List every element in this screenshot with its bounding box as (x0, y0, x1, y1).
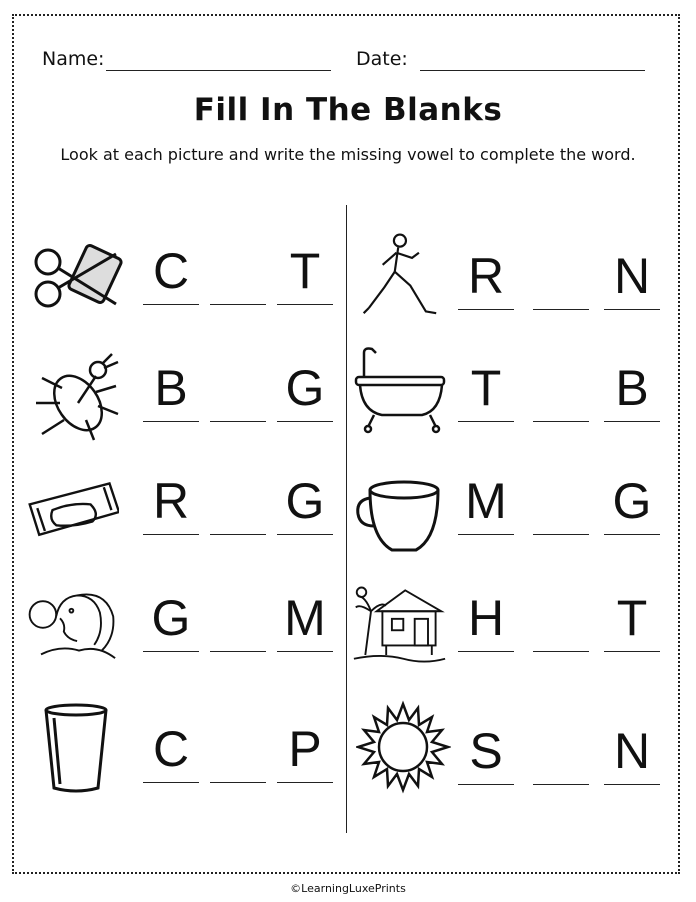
word-9-vowel-blank[interactable] (533, 592, 589, 652)
name-field[interactable] (106, 70, 331, 71)
word-4-last-letter: M (277, 592, 333, 652)
word-7-vowel-blank[interactable] (533, 362, 589, 422)
word-1-vowel-blank[interactable] (210, 245, 266, 305)
word-6-first-letter: R (458, 250, 514, 310)
word-3-last-letter: G (277, 475, 333, 535)
mug-icon (352, 468, 447, 563)
cup-icon (30, 700, 125, 795)
bathtub-icon (352, 345, 447, 440)
bug-icon (28, 348, 123, 443)
beach-hut-icon (352, 578, 447, 673)
name-label: Name: (42, 48, 105, 70)
word-8-vowel-blank[interactable] (533, 475, 589, 535)
runner-icon (352, 232, 447, 327)
word-2-first-letter: B (143, 362, 199, 422)
word-2-last-letter: G (277, 362, 333, 422)
word-7-last-letter: B (604, 362, 660, 422)
copyright-footer: ©LearningLuxePrints (290, 882, 406, 895)
word-9-first-letter: H (458, 592, 514, 652)
word-3-first-letter: R (143, 475, 199, 535)
worksheet-title: Fill In The Blanks (193, 92, 503, 128)
word-5-vowel-blank[interactable] (210, 723, 266, 783)
word-6-last-letter: N (604, 250, 660, 310)
word-5-last-letter: P (277, 723, 333, 783)
word-8-first-letter: M (458, 475, 514, 535)
word-7-first-letter: T (458, 362, 514, 422)
word-4-vowel-blank[interactable] (210, 592, 266, 652)
word-1-first-letter: C (143, 245, 199, 305)
word-2-vowel-blank[interactable] (210, 362, 266, 422)
wrapper-icon (24, 464, 119, 559)
word-4-first-letter: G (143, 592, 199, 652)
word-6-vowel-blank[interactable] (533, 250, 589, 310)
word-8-last-letter: G (604, 475, 660, 535)
sun-icon (356, 700, 451, 795)
word-9-last-letter: T (604, 592, 660, 652)
word-10-first-letter: S (458, 725, 514, 785)
date-label: Date: (356, 48, 408, 70)
date-field[interactable] (420, 70, 645, 71)
column-divider (346, 205, 347, 833)
word-10-vowel-blank[interactable] (533, 725, 589, 785)
word-1-last-letter: T (277, 245, 333, 305)
word-10-last-letter: N (604, 725, 660, 785)
scissors-icon (28, 232, 123, 327)
bubble-gum-girl-icon (22, 576, 117, 671)
word-5-first-letter: C (143, 723, 199, 783)
instructions: Look at each picture and write the missing vowel to complete the word. (60, 145, 636, 164)
word-3-vowel-blank[interactable] (210, 475, 266, 535)
